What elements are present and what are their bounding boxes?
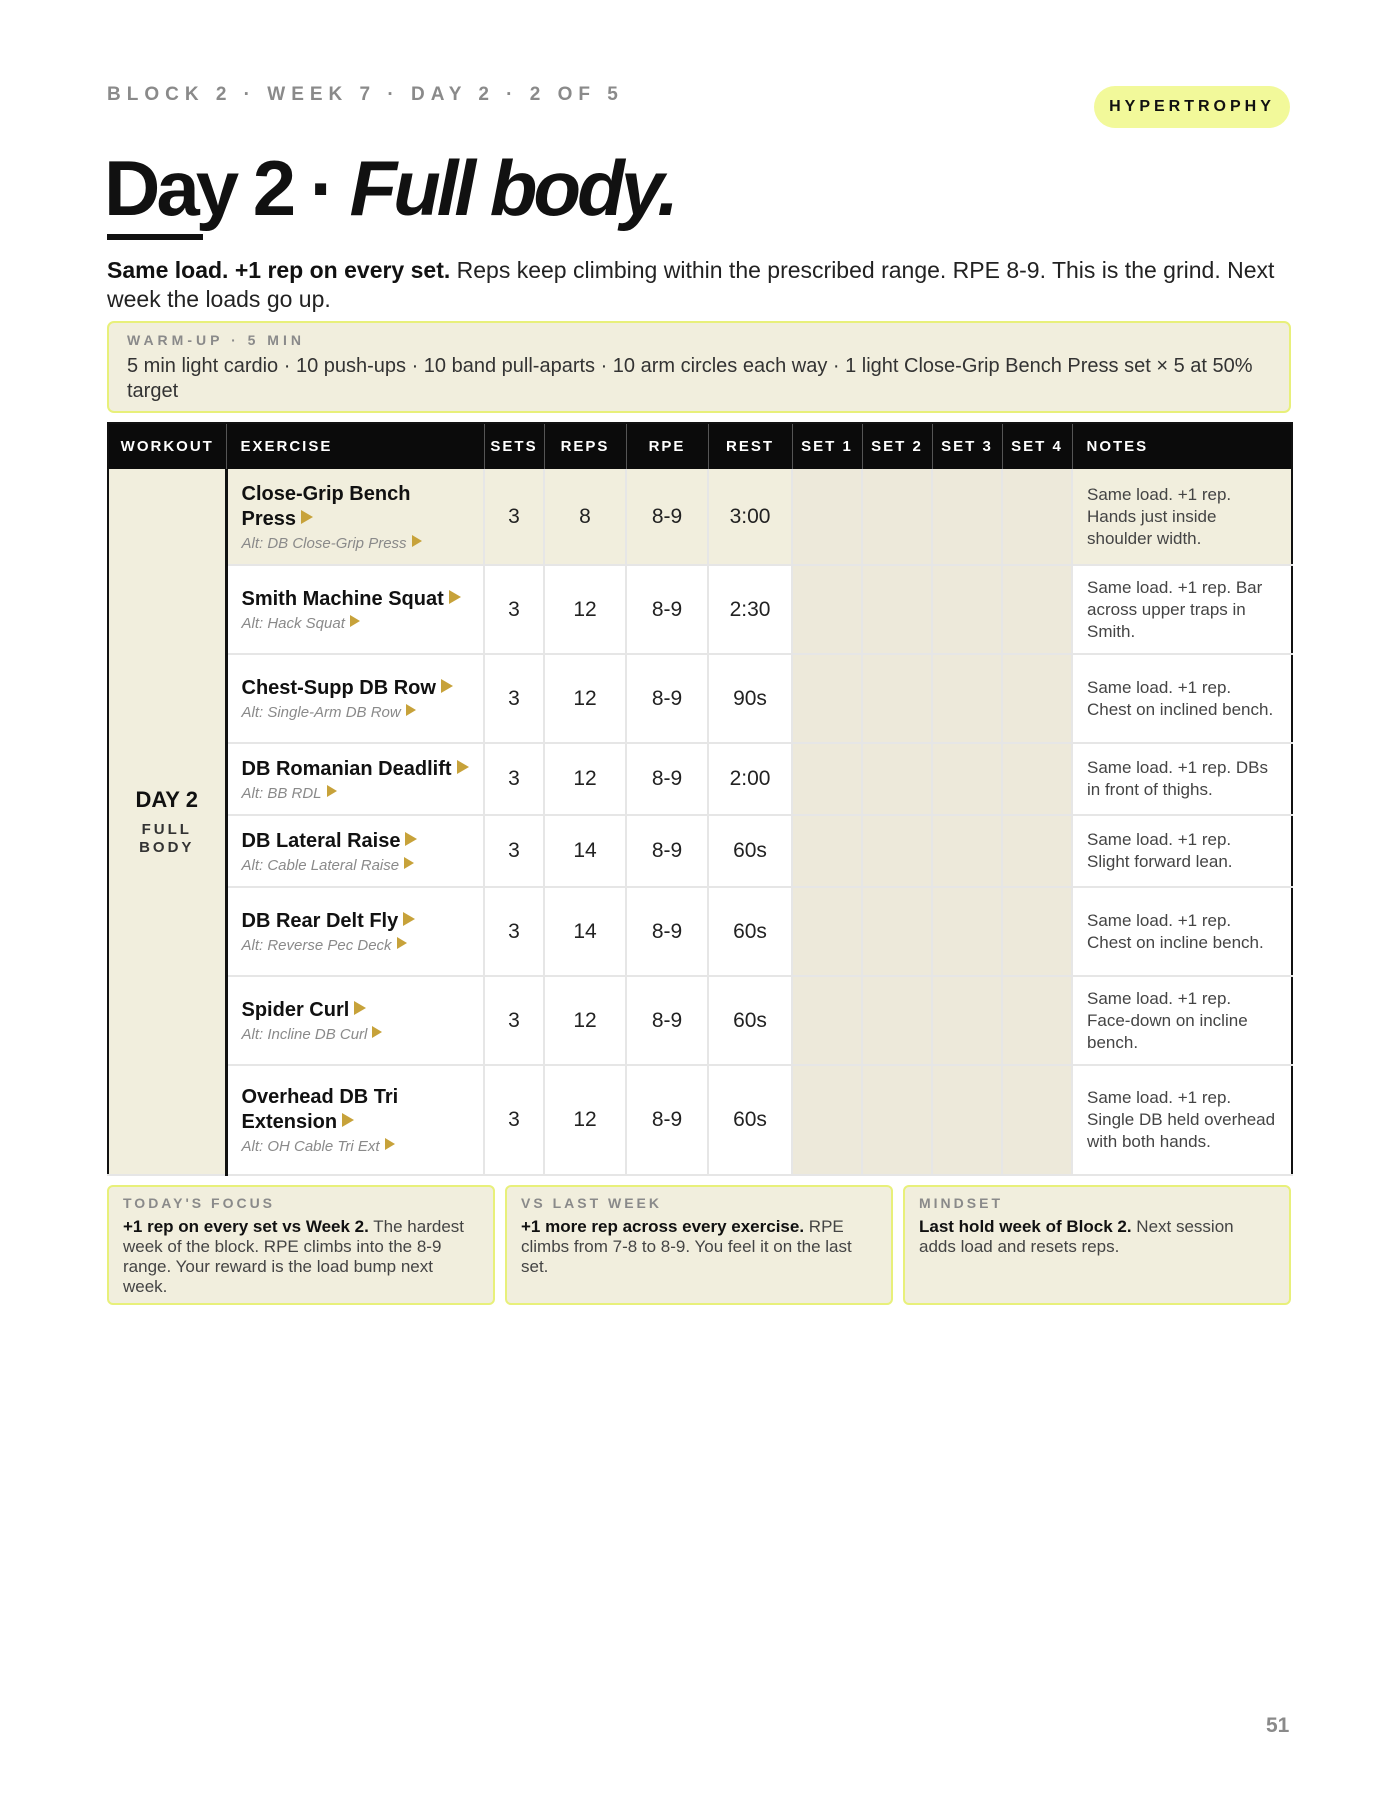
- rpe-value: 8-9: [626, 887, 708, 976]
- play-icon[interactable]: [412, 535, 422, 547]
- col-set2: SET 2: [862, 423, 932, 469]
- sets-value: 3: [484, 887, 544, 976]
- day-sub-line2: BODY: [139, 838, 195, 856]
- table-row: [108, 1065, 1292, 1175]
- notes-value: Same load. +1 rep. Chest on incline bench.: [1072, 887, 1292, 976]
- exercise-link[interactable]: [242, 482, 470, 532]
- rpe-value: 8-9: [626, 469, 708, 565]
- title-main: Day 2 ·: [104, 144, 350, 232]
- rest-value: 2:00: [708, 743, 792, 815]
- play-icon[interactable]: [354, 1001, 366, 1015]
- page-number: 51: [1266, 1714, 1290, 1737]
- exercise-name: DB Romanian Deadlift: [241, 757, 452, 780]
- alternative-name: Alt: DB Close-Grip Press: [241, 534, 407, 552]
- set1-log[interactable]: [792, 743, 862, 815]
- play-icon[interactable]: [385, 1138, 395, 1150]
- exercise-cell: [226, 469, 484, 565]
- set4-log[interactable]: [1002, 743, 1072, 815]
- sets-value: 3: [484, 976, 544, 1065]
- table-row: [108, 887, 1292, 976]
- reps-value: 12: [544, 565, 626, 654]
- table-header-row: [108, 423, 1292, 469]
- col-rpe: RPE: [626, 423, 708, 469]
- set4-log[interactable]: [1002, 654, 1072, 743]
- phase-badge: HYPERTROPHY: [1094, 86, 1290, 128]
- rest-value: 60s: [708, 887, 792, 976]
- card-label: MINDSET: [919, 1195, 1003, 1211]
- rpe-value: 8-9: [626, 815, 708, 887]
- rest-value: 60s: [708, 1065, 792, 1175]
- alternative-name: Alt: Cable Lateral Raise: [241, 856, 400, 874]
- rpe-value: 8-9: [626, 976, 708, 1065]
- alternative-name: Alt: Hack Squat: [241, 615, 345, 632]
- day-name: DAY 2: [135, 786, 198, 812]
- play-icon[interactable]: [404, 857, 414, 869]
- col-reps: REPS: [544, 423, 626, 469]
- exercise-name: DB Lateral Raise: [241, 829, 401, 852]
- workout-table: [107, 422, 1293, 1176]
- alternative-link[interactable]: [242, 1026, 470, 1043]
- table-row: [108, 654, 1292, 743]
- exercise-name: Overhead DB Tri Extension: [241, 1086, 399, 1133]
- card-vs-last-week: [505, 1185, 893, 1305]
- card-label: TODAY'S FOCUS: [123, 1195, 276, 1211]
- reps-value: 12: [544, 654, 626, 743]
- exercise-cell: [226, 1065, 484, 1175]
- set4-log[interactable]: [1002, 1065, 1072, 1175]
- alternative-link[interactable]: [242, 937, 470, 954]
- warmup-box: [107, 321, 1291, 413]
- sets-value: 3: [484, 565, 544, 654]
- exercise-link[interactable]: [242, 909, 470, 934]
- reps-value: 12: [544, 976, 626, 1065]
- rest-value: 60s: [708, 815, 792, 887]
- card-bold: Last hold week of Block 2.: [919, 1217, 1132, 1236]
- exercise-cell: [226, 815, 484, 887]
- set3-log[interactable]: [932, 743, 1002, 815]
- set1-log[interactable]: [792, 1065, 862, 1175]
- title-italic: Full body.: [349, 144, 675, 232]
- set1-log[interactable]: [792, 976, 862, 1065]
- rest-value: 60s: [708, 976, 792, 1065]
- exercise-name: Smith Machine Squat: [241, 588, 444, 610]
- play-icon[interactable]: [327, 785, 337, 797]
- rest-value: 2:30: [708, 565, 792, 654]
- col-rest: REST: [708, 423, 792, 469]
- set2-log[interactable]: [862, 743, 932, 815]
- sets-value: 3: [484, 654, 544, 743]
- alternative-name: Alt: OH Cable Tri Ext: [241, 1138, 380, 1155]
- set3-log[interactable]: [932, 654, 1002, 743]
- reps-value: 12: [544, 1065, 626, 1175]
- col-set1: SET 1: [792, 423, 862, 469]
- set4-log[interactable]: [1002, 565, 1072, 654]
- rest-value: 3:00: [708, 469, 792, 565]
- set4-log[interactable]: [1002, 469, 1072, 565]
- sets-value: 3: [484, 469, 544, 565]
- set4-log[interactable]: [1002, 887, 1072, 976]
- exercise-link[interactable]: [242, 998, 470, 1023]
- table-row: [108, 469, 1292, 565]
- card-text: [919, 1217, 1275, 1257]
- alternative-link[interactable]: [242, 615, 470, 632]
- exercise-link[interactable]: [242, 676, 470, 701]
- rest-value: 90s: [708, 654, 792, 743]
- exercise-name: Chest-Supp DB Row: [241, 677, 436, 699]
- notes-value: Same load. +1 rep. Face-down on incline bench.: [1072, 976, 1292, 1065]
- set1-log[interactable]: [792, 887, 862, 976]
- play-icon[interactable]: [397, 937, 407, 949]
- exercise-cell: [226, 565, 484, 654]
- play-icon[interactable]: [406, 704, 416, 716]
- set1-log[interactable]: [792, 654, 862, 743]
- alternative-link[interactable]: [242, 535, 470, 552]
- exercise-name: Spider Curl: [241, 999, 350, 1021]
- set2-log[interactable]: [862, 565, 932, 654]
- set3-log[interactable]: [932, 815, 1002, 887]
- set2-log[interactable]: [862, 1065, 932, 1175]
- set3-log[interactable]: [932, 1065, 1002, 1175]
- exercise-link[interactable]: [242, 1085, 470, 1135]
- exercise-link[interactable]: [242, 757, 470, 782]
- table-row: [108, 815, 1292, 887]
- exercise-cell: [226, 654, 484, 743]
- set2-log[interactable]: [862, 815, 932, 887]
- notes-value: Same load. +1 rep. Single DB held overhead with both hands.: [1072, 1065, 1292, 1175]
- set4-log[interactable]: [1002, 976, 1072, 1065]
- col-set4: SET 4: [1002, 423, 1072, 469]
- set4-log[interactable]: [1002, 815, 1072, 887]
- card-mindset: [903, 1185, 1291, 1305]
- set1-log[interactable]: [792, 565, 862, 654]
- page-title: [104, 140, 675, 236]
- play-icon[interactable]: [457, 760, 469, 774]
- alternative-link[interactable]: [242, 857, 470, 874]
- card-body: RPE climbs from 7-8 to 8-9. You feel it on the last set.: [521, 1217, 852, 1276]
- sets-value: 3: [484, 743, 544, 815]
- col-set3: SET 3: [932, 423, 1002, 469]
- set3-log[interactable]: [932, 469, 1002, 565]
- notes-value: Same load. +1 rep. Chest on inclined bench.: [1072, 654, 1292, 743]
- alternative-link[interactable]: [242, 704, 470, 721]
- card-bold: +1 more rep across every exercise.: [521, 1217, 805, 1236]
- set3-log[interactable]: [932, 887, 1002, 976]
- play-icon[interactable]: [405, 832, 417, 846]
- exercise-link[interactable]: [242, 829, 470, 854]
- play-icon[interactable]: [301, 510, 313, 524]
- play-icon[interactable]: [342, 1113, 354, 1127]
- col-exercise: EXERCISE: [226, 423, 484, 469]
- table-row: [108, 976, 1292, 1065]
- notes-value: Same load. +1 rep. Slight forward lean.: [1072, 815, 1292, 887]
- breadcrumb: BLOCK 2 · WEEK 7 · DAY 2 · 2 OF 5: [107, 84, 624, 105]
- card-body: The hardest week of the block. RPE climbs into the 8-9 range. Your reward is the load bump next week.: [123, 1217, 465, 1296]
- alternative-name: Alt: Reverse Pec Deck: [241, 937, 392, 954]
- day-label-cell: [108, 469, 226, 1175]
- intro-bold: Same load. +1 rep on every set.: [107, 257, 451, 283]
- exercise-name: Close-Grip Bench Press: [241, 482, 411, 530]
- reps-value: 14: [544, 815, 626, 887]
- reps-value: 8: [544, 469, 626, 565]
- title-underline: [107, 234, 203, 240]
- exercise-cell: [226, 743, 484, 815]
- set2-log[interactable]: [862, 887, 932, 976]
- card-body: Next session adds load and resets reps.: [919, 1217, 1234, 1256]
- table-row: [108, 743, 1292, 815]
- col-notes: NOTES: [1072, 423, 1292, 469]
- notes-value: Same load. +1 rep. DBs in front of thighs.: [1072, 743, 1292, 815]
- intro-paragraph: [107, 256, 1297, 314]
- exercise-link[interactable]: [242, 587, 470, 612]
- card-label: VS LAST WEEK: [521, 1195, 663, 1211]
- day-sub-line1: FULL: [141, 820, 192, 838]
- reps-value: 14: [544, 887, 626, 976]
- alternative-name: Alt: BB RDL: [241, 784, 322, 802]
- exercise-cell: [226, 976, 484, 1065]
- warmup-text: 5 min light cardio · 10 push-ups · 10 band pull-aparts · 10 arm circles each way · 1 light Close-Grip Bench Press set × 5 at 50% target: [127, 355, 1253, 402]
- play-icon[interactable]: [403, 912, 415, 926]
- card-todays-focus: [107, 1185, 495, 1305]
- intro-text: Reps keep climbing within the prescribed range. RPE 8-9. This is the grind. Next week the loads go up.: [107, 257, 1275, 312]
- sets-value: 3: [484, 1065, 544, 1175]
- col-workout: WORKOUT: [108, 423, 226, 469]
- play-icon[interactable]: [441, 679, 453, 693]
- card-text: [123, 1217, 479, 1297]
- play-icon[interactable]: [449, 590, 461, 604]
- sets-value: 3: [484, 815, 544, 887]
- summary-cards: [107, 1185, 1291, 1305]
- day-sub: [109, 821, 225, 857]
- set3-log[interactable]: [932, 976, 1002, 1065]
- set3-log[interactable]: [932, 565, 1002, 654]
- rpe-value: 8-9: [626, 1065, 708, 1175]
- exercise-cell: [226, 887, 484, 976]
- rpe-value: 8-9: [626, 565, 708, 654]
- rpe-value: 8-9: [626, 743, 708, 815]
- table-row: [108, 565, 1292, 654]
- alternative-link[interactable]: [242, 1138, 470, 1155]
- set2-log[interactable]: [862, 976, 932, 1065]
- play-icon[interactable]: [350, 615, 360, 627]
- exercise-name: DB Rear Delt Fly: [241, 910, 399, 932]
- col-sets: SETS: [484, 423, 544, 469]
- set1-log[interactable]: [792, 469, 862, 565]
- set2-log[interactable]: [862, 469, 932, 565]
- card-text: [521, 1217, 877, 1277]
- alternative-link[interactable]: [242, 785, 470, 802]
- card-bold: +1 rep on every set vs Week 2.: [123, 1217, 369, 1236]
- notes-value: Same load. +1 rep. Hands just inside shoulder width.: [1072, 469, 1292, 565]
- set1-log[interactable]: [792, 815, 862, 887]
- alternative-name: Alt: Single-Arm DB Row: [241, 704, 401, 721]
- alternative-name: Alt: Incline DB Curl: [241, 1026, 368, 1043]
- notes-value: Same load. +1 rep. Bar across upper traps in Smith.: [1072, 565, 1292, 654]
- rpe-value: 8-9: [626, 654, 708, 743]
- set2-log[interactable]: [862, 654, 932, 743]
- warmup-label: WARM-UP · 5 MIN: [127, 332, 305, 348]
- play-icon[interactable]: [372, 1026, 382, 1038]
- reps-value: 12: [544, 743, 626, 815]
